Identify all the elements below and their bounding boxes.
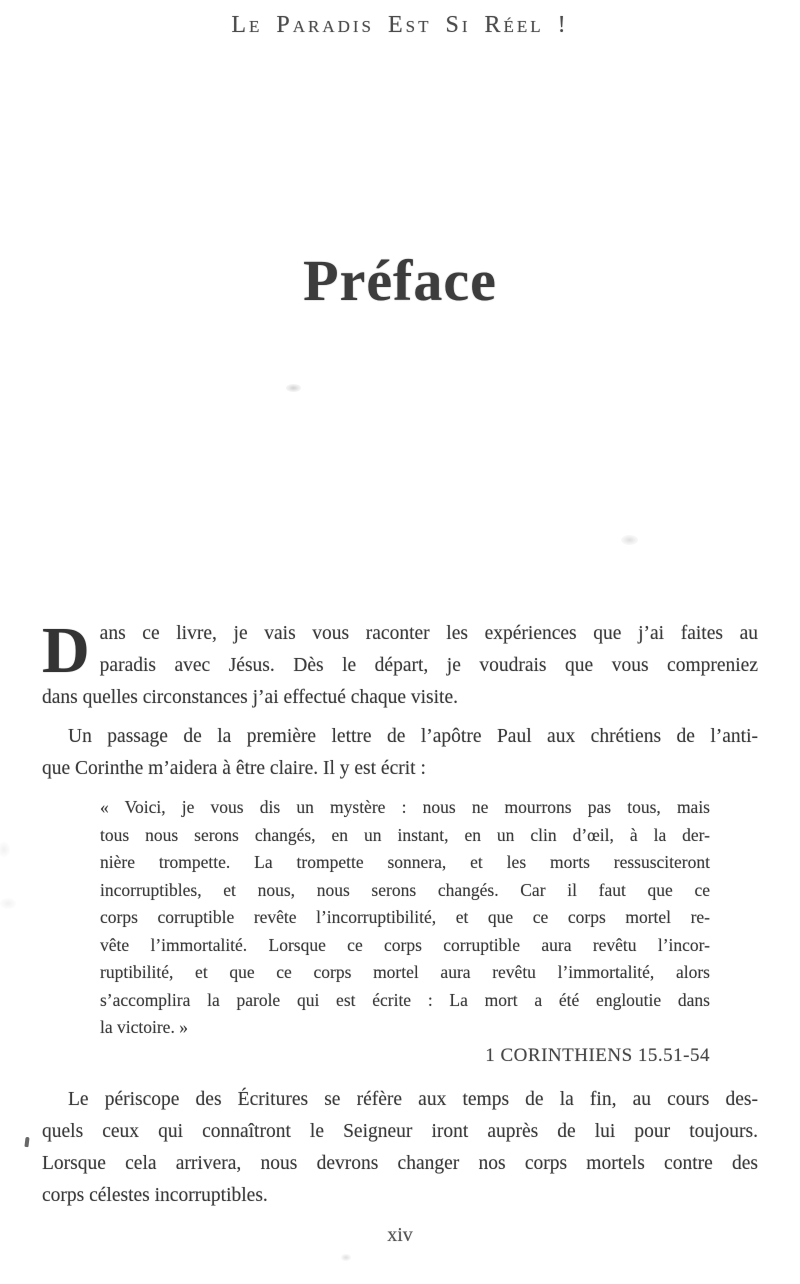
quote-line: vête l’immortalité. Lorsque ce corps corruptible aura revêtu l’incor-	[100, 934, 710, 955]
quote-line: s’accomplira la parole qui est écrite : La mort a été engloutie dans	[100, 989, 710, 1010]
quote-line: ruptibilité, et que ce corps mortel aura revêtu l’immortalité, alors	[100, 962, 710, 982]
chapter-title: Préface	[303, 248, 497, 313]
scan-artifact	[0, 898, 16, 909]
scripture-citation: 1 CORINTHIENS 15.51-54	[485, 1044, 710, 1066]
text-line: paradis avec Jésus. Dès le départ, je voudrais que vous compreniez	[99, 655, 758, 676]
page-body	[42, 614, 758, 1212]
quote-line: incorruptibles, et nous, nous serons changés. Car il faut que ce	[100, 879, 710, 900]
text-line: Un passage de la première lettre de l’apôtre Paul aux chrétiens de l’anti-	[68, 726, 758, 747]
text-line: Le périscope des Écritures se réfère aux temps de la fin, au cours des-	[68, 1088, 758, 1110]
text-line: Lorsque cela arrivera, nous devrons changer nos corps mortels contre des	[42, 1152, 758, 1174]
text-line: dans quelles circonstances j’ai effectué chaque visite.	[42, 687, 459, 708]
scan-artifact	[286, 384, 301, 392]
intro-paragraph	[42, 721, 758, 785]
quote-line: « Voici, je vous dis un mystère : nous ne mourrons pas tous, mais	[100, 797, 710, 817]
scripture-quote	[100, 794, 710, 1042]
quote-line: la victoire. »	[100, 1017, 188, 1037]
text-line: ans ce livre, je vais vous raconter les expériences que j’ai faites au	[99, 623, 758, 644]
scan-artifact	[341, 1254, 351, 1261]
opening-paragraph	[42, 614, 758, 714]
text-line: quels ceux qui connaîtront le Seigneur iront auprès de lui pour toujours.	[42, 1120, 758, 1142]
quote-line: nière trompette. La trompette sonnera, et les morts ressusciteront	[100, 852, 710, 872]
running-header: Le Paradis Est Si Réel !	[231, 12, 569, 38]
scan-artifact	[0, 842, 10, 857]
drop-cap: D	[42, 614, 90, 687]
closing-paragraph	[42, 1084, 758, 1212]
scan-artifact	[24, 1137, 29, 1147]
page-number: xiv	[387, 1223, 413, 1246]
quote-line: tous nous serons changés, en un instant, en un clin d’œil, à la der-	[100, 824, 710, 845]
scan-artifact	[621, 535, 638, 545]
text-line: que Corinthe m’aidera à être claire. Il y est écrit :	[42, 758, 426, 779]
text-line: corps célestes incorruptibles.	[42, 1184, 268, 1206]
quote-line: corps corruptible revête l’incorruptibilité, et que ce corps mortel re-	[100, 907, 710, 927]
